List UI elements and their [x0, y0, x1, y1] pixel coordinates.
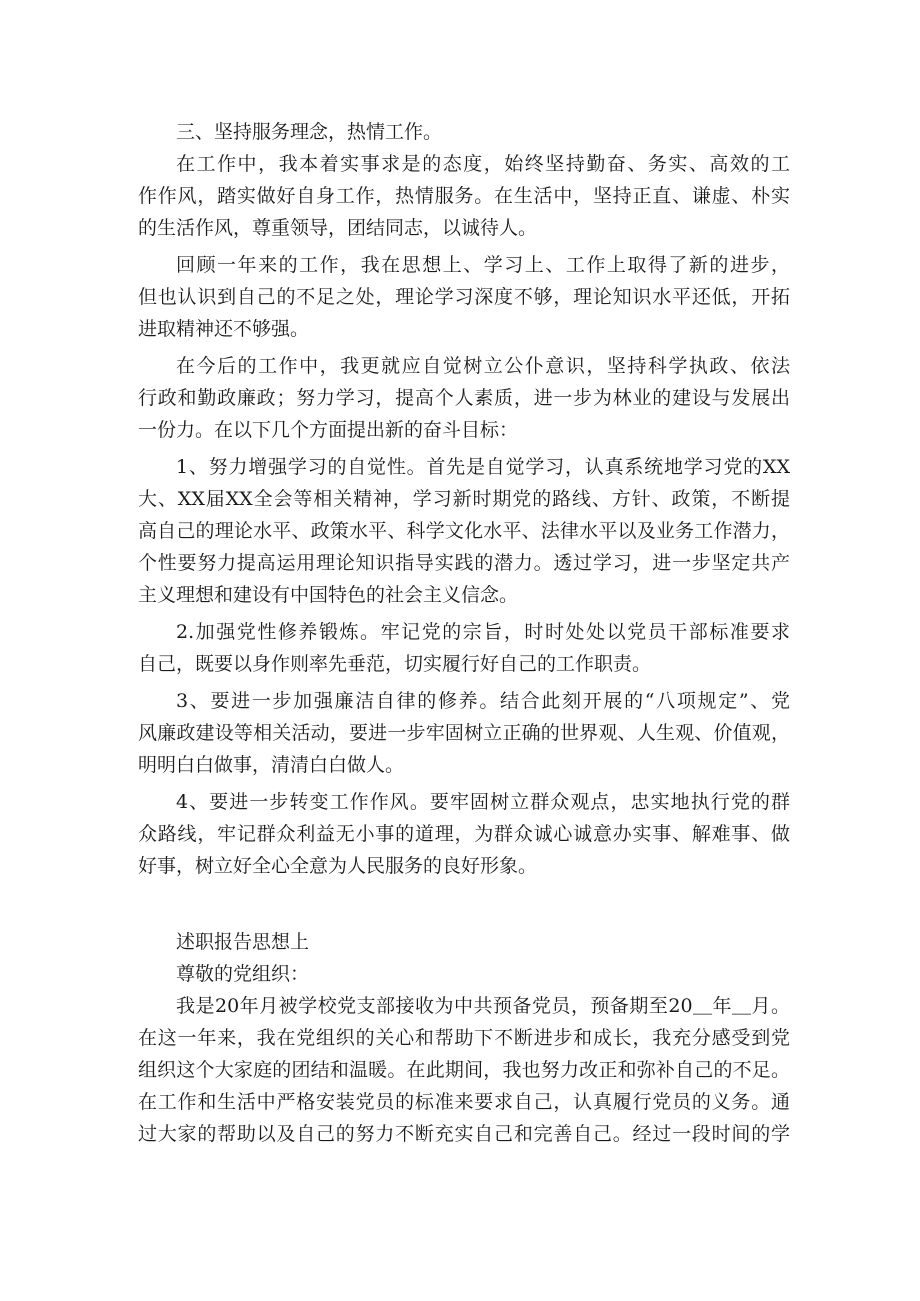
- text-line: 主义理想和建设有中国特色的社会主义信念。: [138, 584, 519, 606]
- text-line: 回顾一年来的工作，我在思想上、学习上、工作上取得了新的进步，: [176, 254, 790, 276]
- text-line: 作作风，踏实做好自身工作，热情服务。在生活中，坚持正直、谦虚、朴实: [138, 185, 790, 207]
- text-line: 我是20年月被学校党支部接收为中共预备党员，预备期至20＿年＿月。: [176, 995, 790, 1017]
- text-line: 在这一年来，我在党组织的关心和帮助下不断进步和成长，我充分感受到党: [138, 1027, 790, 1049]
- text-line: 明明白白做事，清清白白做人。: [138, 754, 405, 776]
- text-line: 述职报告思想上: [176, 931, 310, 953]
- text-line: 众路线，牢记群众利益无小事的道理，为群众诚心诚意办实事、解难事、做: [138, 823, 790, 845]
- text-line: 进取精神还不够强。: [138, 318, 310, 340]
- text-line: 在工作和生活中严格安装党员的标准来要求自己，认真履行党员的义务。通: [138, 1091, 790, 1113]
- text-line: 三、坚持服务理念，热情工作。: [176, 121, 443, 143]
- text-line: 在工作中，我本着实事求是的态度，始终坚持勤奋、务实、高效的工: [176, 153, 790, 175]
- text-line: 一份力。在以下几个方面提出新的奋斗目标：: [138, 419, 519, 441]
- text-line: 的生活作风，尊重领导，团结同志，以诚待人。: [138, 217, 538, 239]
- text-line: 好事，树立好全心全意为人民服务的良好形象。: [138, 855, 538, 877]
- text-line: 自己，既要以身作则率先垂范，切实履行好自己的工作职责。: [138, 653, 652, 675]
- text-line: 组织这个大家庭的团结和温暖。在此期间，我也努力改正和弥补自己的不足。: [138, 1059, 790, 1081]
- text-line: 在今后的工作中，我更就应自觉树立公仆意识，坚持科学执政、依法: [176, 355, 790, 377]
- text-line: 大、XX届XX全会等相关精神，学习新时期党的路线、方针、政策，不断提: [138, 488, 790, 510]
- text-line: 行政和勤政廉政；努力学习，提高个人素质，进一步为林业的建设与发展出: [138, 387, 790, 409]
- text-line: 3、要进一步加强廉洁自律的修养。结合此刻开展的“八项规定”、党: [176, 690, 790, 712]
- text-line: 4、要进一步转变工作作风。要牢固树立群众观点，忠实地执行党的群: [176, 791, 790, 813]
- text-line: 高自己的理论水平、政策水平、科学文化水平、法律水平以及业务工作潜力，: [138, 520, 790, 542]
- text-line: 个性要努力提高运用理论知识指导实践的潜力。透过学习，进一步坚定共产: [138, 552, 790, 574]
- text-line: 过大家的帮助以及自己的努力不断充实自己和完善自己。经过一段时间的学: [138, 1123, 790, 1145]
- text-line: 2.加强党性修养锻炼。牢记党的宗旨，时时处处以党员干部标准要求: [176, 621, 790, 643]
- text-line: 1、努力增强学习的自觉性。首先是自觉学习，认真系统地学习党的XX: [176, 456, 790, 478]
- text-line: 风廉政建设等相关活动，要进一步牢固树立正确的世界观、人生观、价值观，: [138, 722, 790, 744]
- text-line: 尊敬的党组织：: [176, 963, 310, 985]
- text-line: 但也认识到自己的不足之处，理论学习深度不够，理论知识水平还低，开拓: [138, 286, 790, 308]
